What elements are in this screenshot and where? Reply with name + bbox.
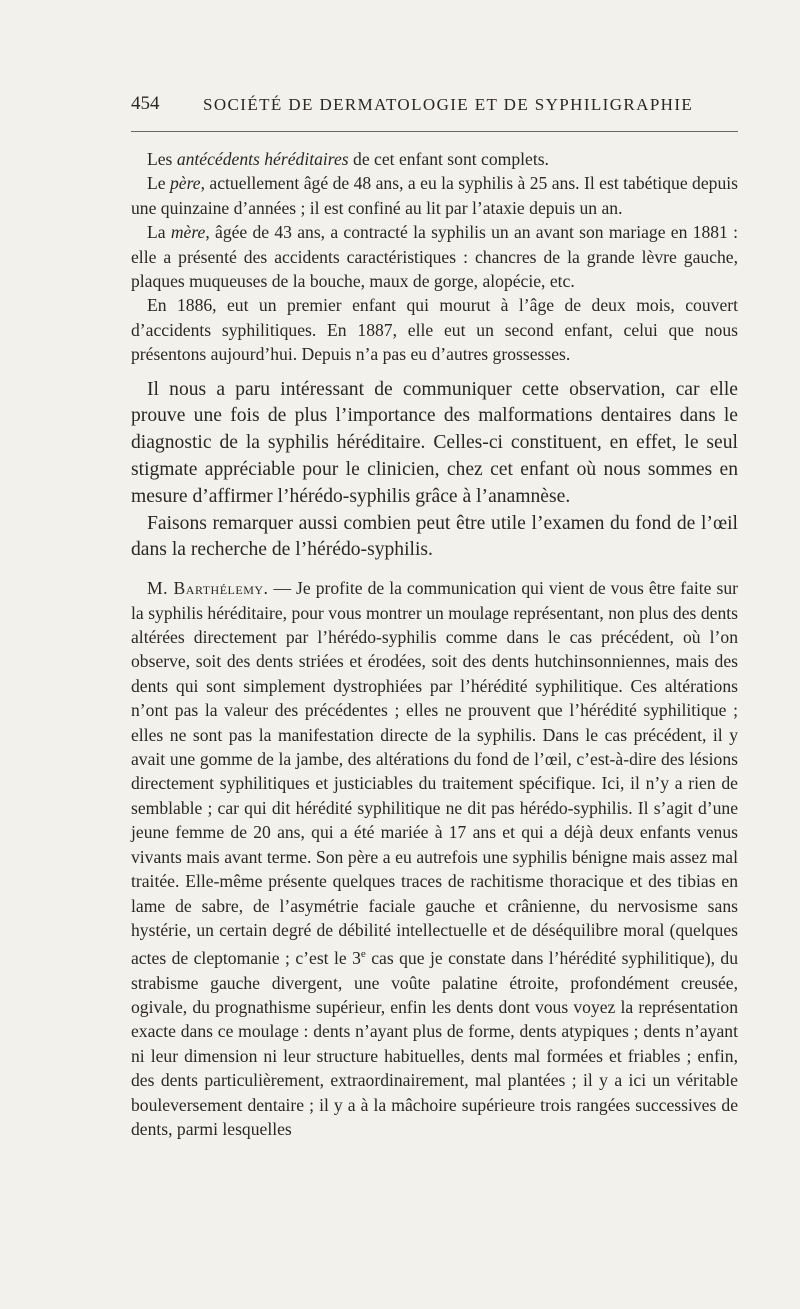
p7-ordinal-suffix: e	[360, 948, 366, 961]
p2-rest: , actuellement âgé de 48 ans, a eu la syphilis à 25 ans. Il est tabétique depuis une quinzaine d’années ; il est confiné au lit par l’ataxie depuis un an.	[131, 173, 738, 218]
p7-text-after: cas que je constate dans l’hérédité syphilitique), du strabisme gauche divergent, une voûte palatine étroite, profondément creusée, ogivale, du prognathisme supérieur, enfin les dents dont vous voyez la représentation exacte dans ce moulage : dents n’ayant plus de forme, dents atypiques ; dents n’ayant ni leur dimension ni leur structure habituelles, dents mal formées et friables ; enfin, des dents particulièrement, extraordinairement, mal plantées ; il y a ici un véritable bouleversement dentaire ; il y a à la mâchoire supérieure trois rangées successives de dents, parmi lesquelles	[131, 948, 738, 1140]
header-rule	[131, 131, 738, 132]
paragraph-fundus-exam: Faisons remarquer aussi combien peut être utile l’examen du fond de l’œil dans la recherche de l’hérédo-syphilis.	[131, 512, 738, 561]
page-header	[131, 93, 738, 119]
paragraph-observation-interest: Il nous a paru intéressant de communiquer cette observation, car elle prouve une fois de plus l’importance des malformations dentaires dans le diagnostic de la syphilis héréditaire. Celles-ci constituent, en effet, le seul stigmate appréciable pour le clinicien, chez cet enfant où nous sommes en mesure d’affirmer l’hérédo-syphilis grâce à l’anamnèse.	[131, 378, 738, 507]
p2-lead: Le	[147, 173, 170, 194]
p2-italic-term: père	[169, 173, 201, 194]
p3-lead: La	[147, 222, 171, 243]
paragraph-children: En 1886, eut un premier enfant qui mourut à l’âge de deux mois, couvert d’accidents syphilitiques. En 1887, elle eut un second enfant, celui que nous présentons aujourd’hui. Depuis n’a pas eu d’autres grossesses.	[131, 295, 738, 365]
paragraph-father	[131, 171, 738, 220]
speaker-name: M. Barthélemy.	[147, 578, 269, 599]
paragraph-hereditary-antecedents	[131, 147, 738, 171]
body-text	[131, 147, 738, 1141]
p1-lead: Les	[147, 149, 177, 169]
p7-text: — Je profite de la communication qui vient de vous être faite sur la syphilis héréditaire, pour vous montrer un moulage représentant, non plus des dents altérées directement par l’hérédo-syphilis comme dans le cas précédent, où l’on observe, soit des dents striées et érodées, soit des dents hutchinsonniennes, mais des dents qui sont simplement dystrophiées par l’hérédité syphilitique. Ces altérations n’ont pas la valeur des précédentes ; elles ne prouvent que l’hérédité syphilitique ; elles ne sont pas la manifestation directe de la syphilis. Dans le cas précédent, il y avait une gomme de la jambe, des altérations du fond de l’œil, c’est-à-dire des lésions directement syphilitiques et justiciables du traitement spécifique. Ici, il n’y a rien de semblable ; car qui dit hérédité syphilitique ne dit pas hérédo-syphilis. Il s’agit d’une jeune femme de 20 ans, qui a été mariée à 17 ans et qui a déjà deux enfants venus vivants mais avant terme. Son père a eu autrefois une syphilis bénigne mais assez mal traitée. Elle-même présente quelques traces de rachitisme thoracique et des tibias en lame de sabre, de l’asymétrie faciale gauche et crânienne, du nervosisme sans hystérie, un certain degré de débilité intellectuelle et de déséquilibre moral (quelques actes de cleptomanie ; c’est le	[131, 578, 738, 969]
running-title: SOCIÉTÉ DE DERMATOLOGIE ET DE SYPHILIGRAPHIE	[203, 95, 694, 114]
paragraph-barthelemy	[131, 576, 738, 1141]
p3-italic-term: mère	[170, 222, 206, 243]
p1-rest: de cet enfant sont complets.	[348, 149, 549, 169]
page-number: 454	[131, 93, 160, 114]
p7-ordinal-number: 3	[352, 948, 361, 969]
paragraph-mother	[131, 220, 738, 293]
p3-rest: , âgée de 43 ans, a contracté la syphilis un an avant son mariage en 1881 : elle a présenté des accidents caractéristiques : chancres de la grande lèvre gauche, plaques muqueuses de la bouche, maux de gorge, alopécie, etc.	[131, 222, 738, 292]
p1-italic-term: antécédents héréditaires	[176, 149, 349, 169]
